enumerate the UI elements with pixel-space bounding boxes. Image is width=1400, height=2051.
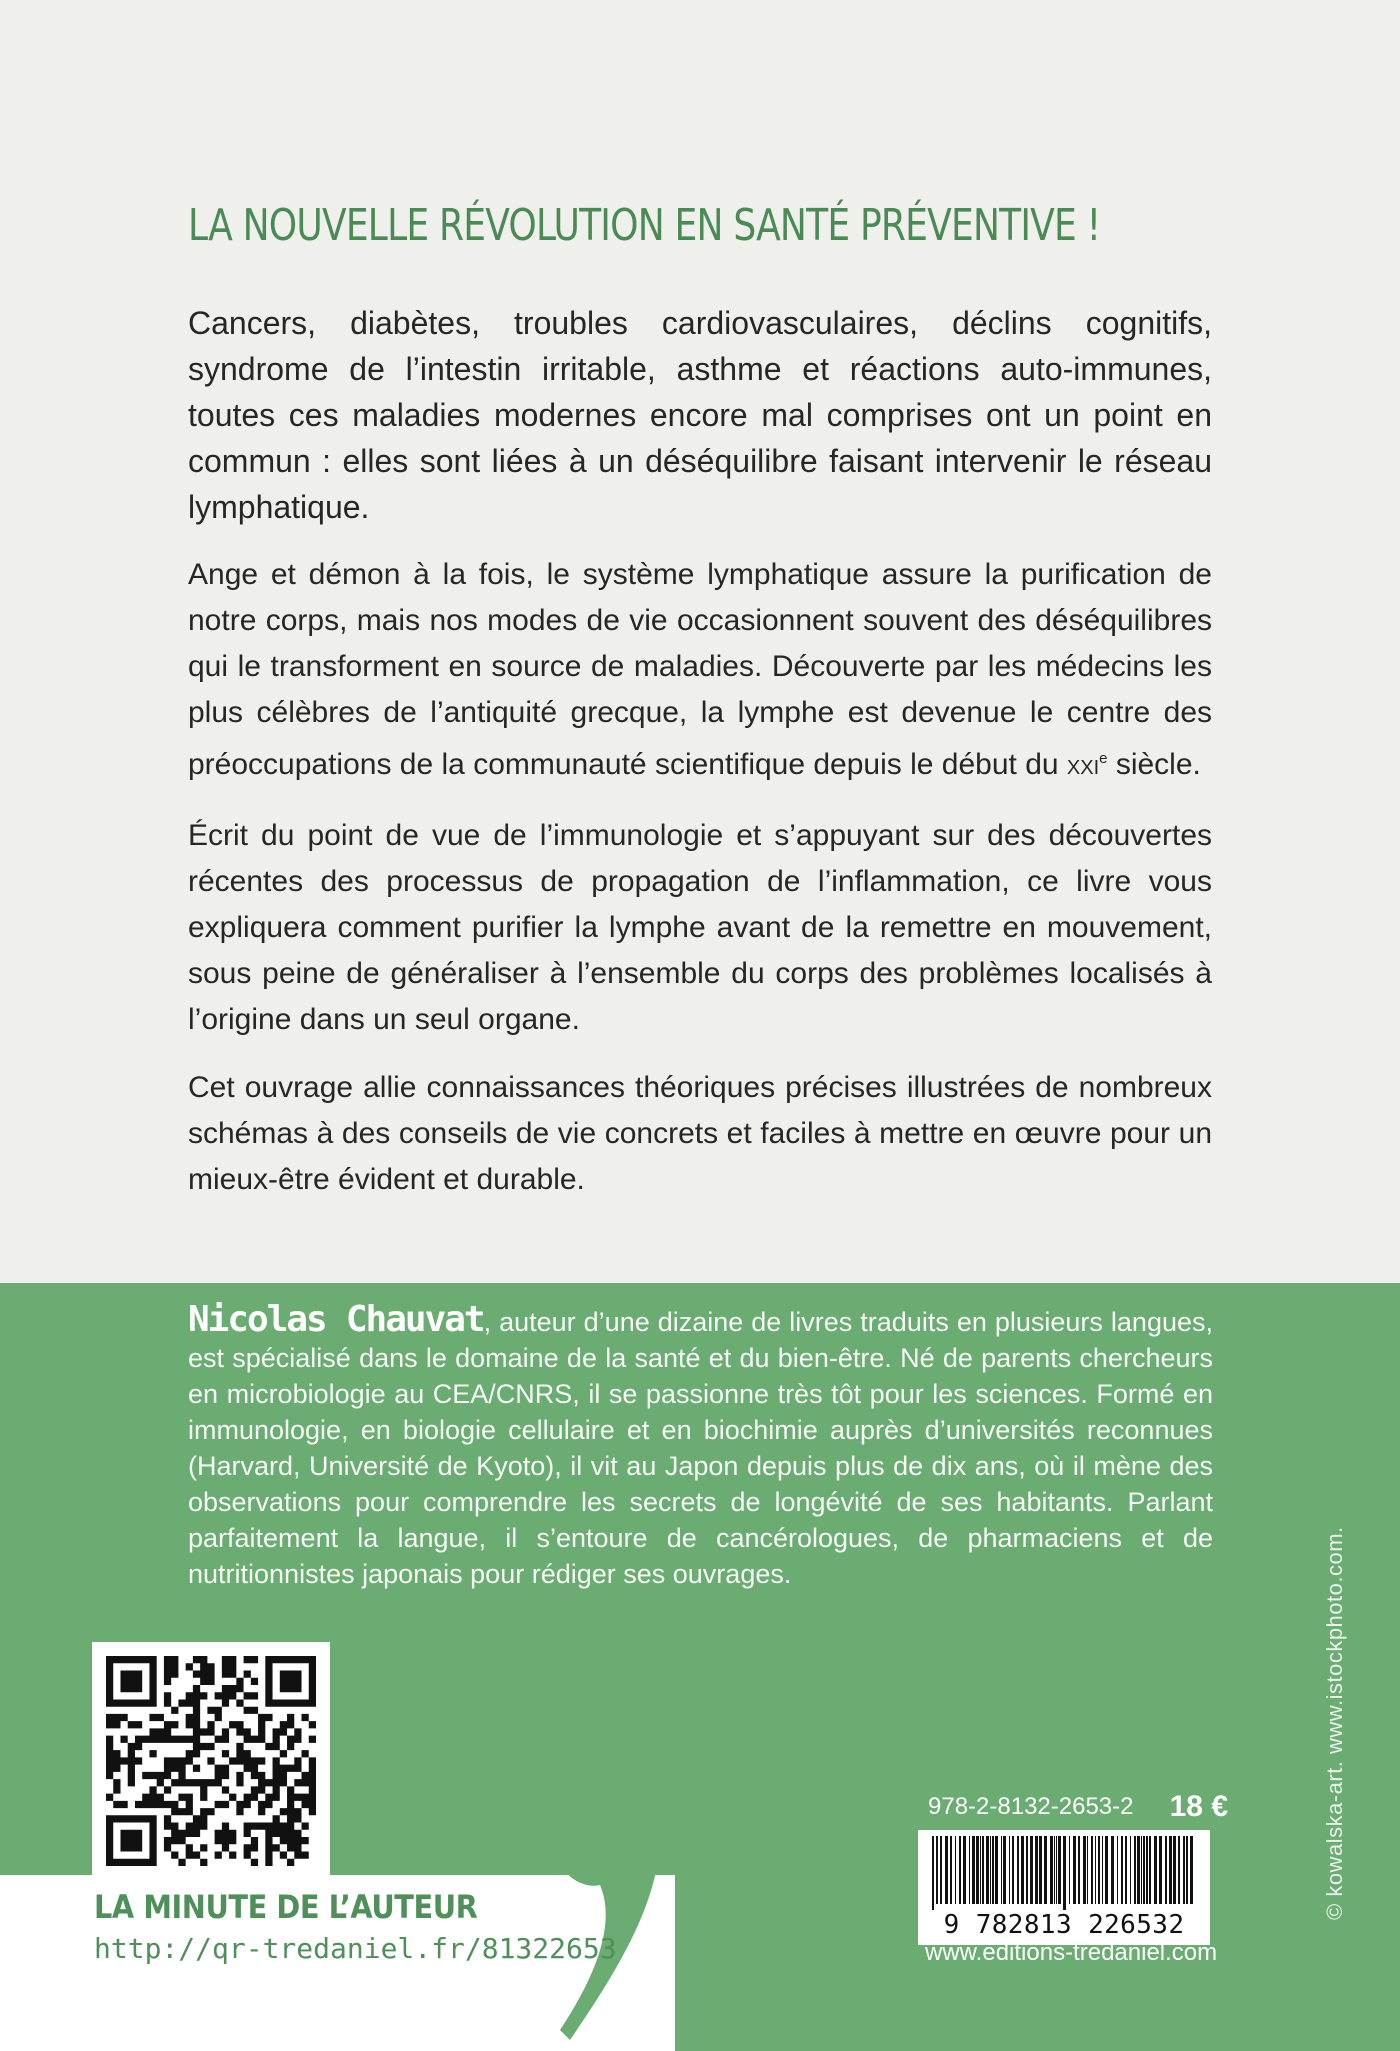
author-bio-text: , auteur d’une dizaine de livres traduits en plusieurs langues, est spécialisé dans le domaine de la santé et du bien-être. Né de parents chercheurs en microbiologie au CEA/CNRS, il se passionne très tôt pour les sciences. Formé en immunologie, en biologie cellulaire et en biochimie auprès d’universités reconnues (Harvard, Université de Kyoto), il vit au Japon depuis plus de dix ans, où il mène des observations pour comprendre les secrets de longévité de ses habitants. Parlant parfaitement la langue, il s’entoure de cancérologues, de pharmaciens et de nutritionnistes japonais pour rédiger ses ouvrages. (188, 1307, 1213, 1589)
author-name: Nicolas Chauvat (188, 1299, 484, 1340)
paragraph-immunology: Écrit du point de vue de l’immunologie et s’appuyant sur des découvertes récentes des processus de propagation de l’inflammation, ce livre vous expliquera comment purifier la lymphe avant de la remettre en mouvement, sous peine de généraliser à l’ensemble du corps des problèmes localisés à l’origine dans un seul organe. (188, 819, 1212, 1036)
paragraph-intro: Cancers, diabètes, troubles cardiovasculaires, déclins cognitifs, syndrome de l’intestin irritable, asthme et réactions auto-immunes, toutes ces maladies modernes encore mal comprises ont un point en commun : elles sont liées à un déséquilibre faisant intervenir le réseau lymphatique. (188, 305, 1212, 525)
description (188, 300, 1212, 1225)
author-minute-title: LA MINUTE DE L’AUTEUR (94, 1888, 478, 1926)
paragraph-lymph-text: Ange et démon à la fois, le système lymphatique assure la purification de notre corps, mais nos modes de vie occasionnent souvent des déséquilibres qui le transforment en source de maladies. Découverte par les médecins les plus célèbres de l’antiquité grecque, la lymphe est devenue le centre des préoccupations de la communauté scientifique depuis le début du (188, 558, 1212, 781)
isbn-number: 978-2-8132-2653-2 (928, 1793, 1134, 1820)
qr-code-icon (106, 1656, 316, 1866)
headline: LA NOUVELLE RÉVOLUTION EN SANTÉ PRÉVENTIVE ! (188, 200, 1101, 251)
publisher-website[interactable]: www.editions-tredaniel.com (925, 1939, 1218, 1966)
paragraph-lymph (188, 552, 1212, 791)
qr-code[interactable] (92, 1642, 330, 1880)
paragraph-summary: Cet ouvrage allie connaissances théoriques précises illustrées de nombreux schémas à des conseils de vie concrets et faciles à mettre en œuvre pour un mieux-être évident et durable. (188, 1071, 1212, 1196)
paragraph-lymph-end: siècle. (1107, 748, 1201, 781)
photo-credit: © kowalska-art. www.istockphoto.com. (1322, 1526, 1347, 1920)
century-suffix: e (1099, 750, 1108, 767)
barcode-digits: 9 782813 226532 (943, 1910, 1185, 1940)
qr-url-link[interactable]: http://qr-tredaniel.fr/81322653 (94, 1932, 617, 1965)
author-bio (188, 1299, 1213, 1592)
barcode-icon (926, 1836, 1202, 1910)
barcode (918, 1830, 1210, 1945)
comma-logo-icon (545, 1760, 675, 2050)
isbn-price-row (928, 1790, 1228, 1823)
price: 18 € (1169, 1790, 1228, 1823)
century-numeral: XXI (1066, 757, 1100, 779)
